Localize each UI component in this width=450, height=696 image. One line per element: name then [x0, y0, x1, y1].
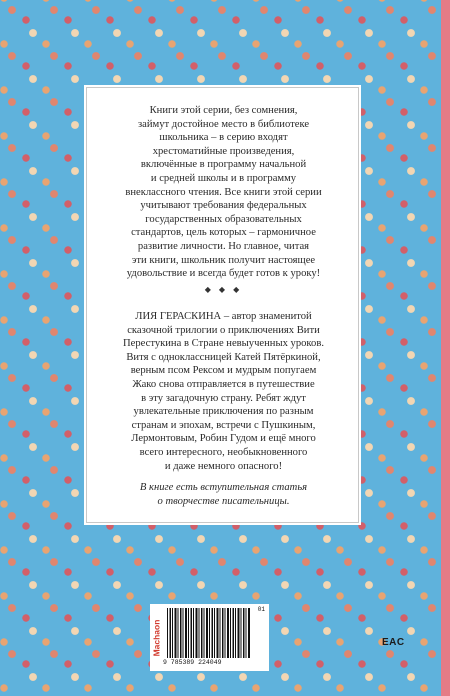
text-line: и средней школы и в программу — [150, 172, 297, 184]
text-line: эти книги, школьник получит настоящее — [131, 254, 316, 266]
text-line: удовольствие и всегда будет готов к уроку! — [126, 268, 321, 280]
series-description — [87, 104, 360, 281]
text-line: странам и эпохам, встречи с Пушкиным, — [131, 419, 316, 431]
text-line: государственных образовательных — [145, 213, 302, 225]
text-line: всего интересного, необыкновенного — [139, 446, 308, 458]
publisher-name: Machaon — [151, 619, 162, 657]
text-line: Перестукина в Стране невыученных уроков. — [123, 338, 324, 350]
text-line: Витя с одноклассницей Катей Пятёркиной, — [126, 351, 321, 363]
text-line: и даже немного опасного! — [164, 460, 283, 472]
text-line: хрестоматийные произведения, — [152, 145, 295, 157]
eac-mark: EAC — [382, 637, 405, 648]
text-line: стандартов, цель которых – гармоничное — [131, 227, 316, 239]
isbn-number: 9 785389 224049 — [163, 659, 222, 666]
text-line: сказочной трилогии о приключениях Вити — [127, 324, 320, 336]
barcode-bars — [167, 608, 251, 658]
text-line: верным псом Рексом и мудрым попугаем — [130, 365, 317, 377]
intro-article-note — [87, 481, 360, 508]
text-line: Книги этой серии, без сомнения, — [149, 105, 298, 116]
author-description — [87, 310, 360, 473]
annotation-text-box — [86, 87, 359, 523]
barcode-panel — [150, 604, 269, 671]
text-line: Жако снова отправляется в путешествие — [132, 378, 315, 390]
text-line: школьника – в серию входят — [159, 132, 288, 144]
text-line: ЛИЯ ГЕРАСКИНА – автор знаменитой — [135, 311, 312, 322]
text-line: о творчестве писательницы. — [157, 495, 290, 507]
text-line: развитие личности. Но главное, читая — [137, 240, 310, 252]
text-line: увлекательные приключения по разным — [133, 406, 314, 418]
publisher-logo — [151, 608, 162, 668]
text-line: учитывают требования федеральных — [140, 200, 307, 212]
text-line: в эту загадочную страну. Ребят ждут — [141, 392, 306, 404]
barcode-addon: 01 — [257, 606, 265, 613]
spine-edge — [441, 0, 450, 696]
text-line: внеклассного чтения. Все книги этой серии — [125, 186, 322, 198]
text-line: займут достойное место в библиотеке — [137, 118, 310, 130]
text-line: Лермонтовым, Робин Гудом и ещё много — [131, 433, 316, 445]
text-line: включённые в программу начальной — [140, 159, 307, 171]
text-line: В книге есть вступительная статья — [139, 482, 308, 493]
diamond-divider: ◆ ◆ ◆ — [204, 285, 243, 294]
